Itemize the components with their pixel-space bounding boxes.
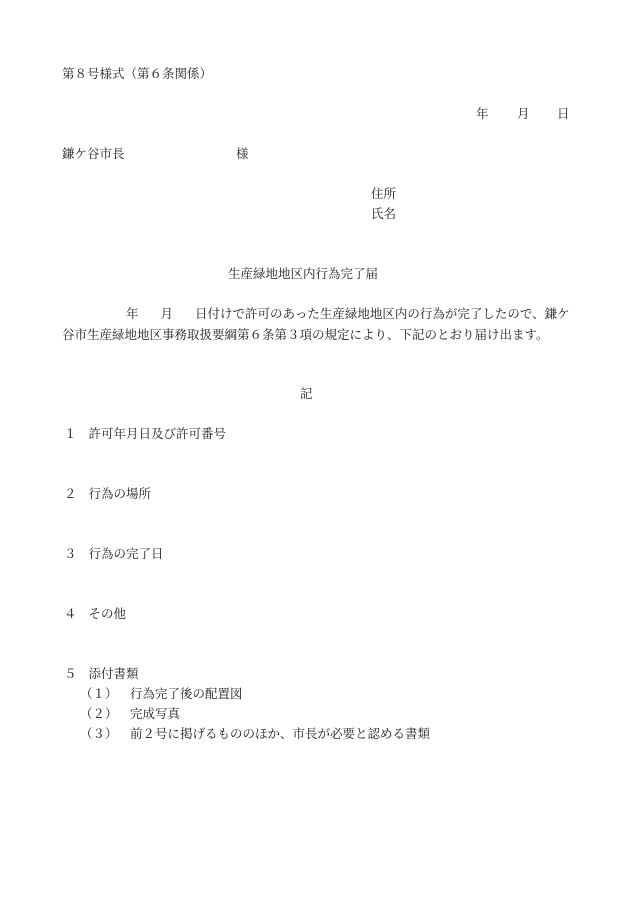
list-item xyxy=(80,708,180,721)
list-item xyxy=(80,728,430,741)
item-number: １ xyxy=(64,426,77,441)
list-item xyxy=(64,488,151,501)
attachment-label: 完成写真 xyxy=(130,706,181,721)
document-title: 生産緑地地区内行為完了届 xyxy=(228,266,379,281)
ki-heading: 記 xyxy=(300,386,313,401)
list-item xyxy=(64,668,139,681)
date-day-label: 日 xyxy=(557,106,570,121)
item-label: その他 xyxy=(88,606,127,621)
item-label: 行為の完了日 xyxy=(88,546,164,561)
item-number: ５ xyxy=(64,666,77,681)
date-month-label: 月 xyxy=(517,106,530,121)
body-month: 月 xyxy=(160,306,174,321)
body-text: 日付けで許可のあった生産緑地地区内の行為が完了したので、鎌ケ谷市生産緑地地区事務取扱要綱第６条第３項の規定により、下記のとおり届け出ます。 xyxy=(62,306,570,342)
addressee-honorific: 様 xyxy=(236,146,249,161)
list-item xyxy=(64,608,126,621)
body-year: 年 xyxy=(126,306,139,321)
name-label: 氏名 xyxy=(371,206,397,221)
item-label: 行為の場所 xyxy=(88,486,152,501)
list-item xyxy=(64,548,164,561)
attachment-number: （３） xyxy=(80,726,118,741)
attachment-number: （１） xyxy=(80,686,118,701)
addressee-name: 鎌ケ谷市長 xyxy=(62,146,125,161)
attachment-label: 前２号に掲げるもののほか、市長が必要と認める書類 xyxy=(130,726,431,741)
item-number: ３ xyxy=(64,546,77,561)
form-number: 第８号様式（第６条関係） xyxy=(62,66,213,81)
attachment-label: 行為完了後の配置図 xyxy=(130,686,243,701)
item-label: 許可年月日及び許可番号 xyxy=(88,426,227,441)
address-label: 住所 xyxy=(371,186,397,201)
item-number: ２ xyxy=(64,486,77,501)
list-item xyxy=(64,428,226,441)
body-paragraph xyxy=(62,303,582,345)
item-label: 添付書類 xyxy=(88,666,139,681)
attachment-number: （２） xyxy=(80,706,118,721)
date-year-label: 年 xyxy=(476,106,489,121)
list-item xyxy=(80,688,243,701)
item-number: ４ xyxy=(64,606,77,621)
